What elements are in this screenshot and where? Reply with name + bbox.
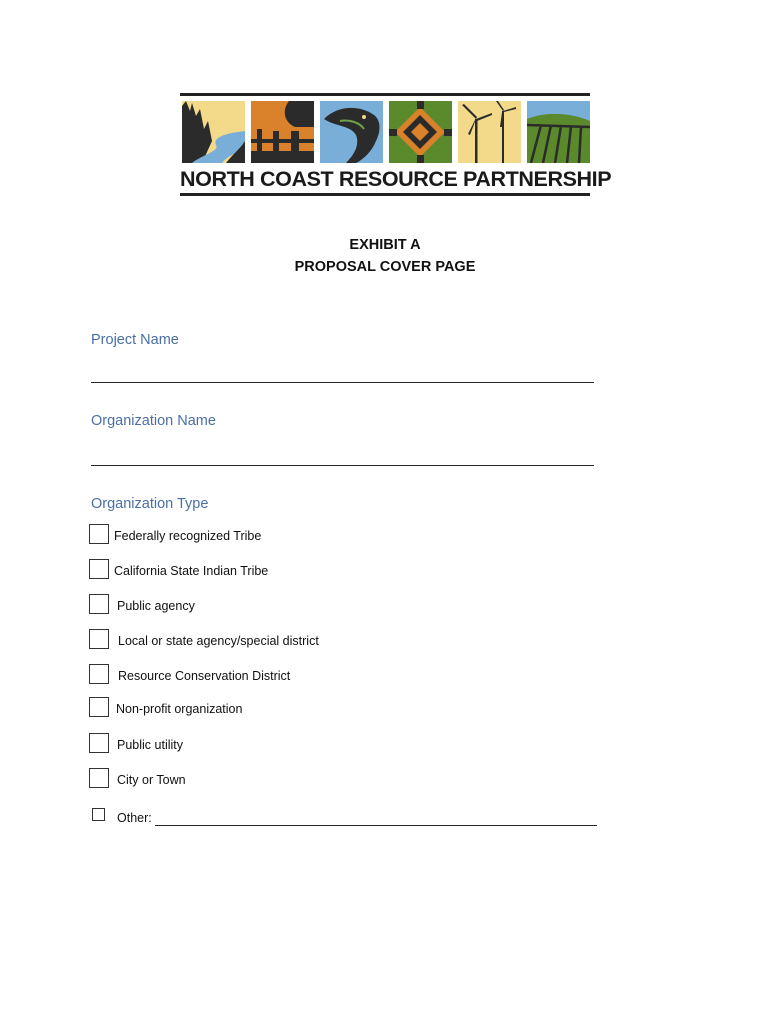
salmon-icon xyxy=(320,101,383,163)
checkbox[interactable] xyxy=(89,768,109,788)
checkbox[interactable] xyxy=(89,559,109,579)
organization-type-label: Organization Type xyxy=(91,496,209,512)
option-label: Local or state agency/special district xyxy=(118,634,319,648)
option-label: Other: xyxy=(117,811,152,825)
checkbox[interactable] xyxy=(89,524,109,544)
other-line[interactable] xyxy=(155,825,597,826)
option-label: Resource Conservation District xyxy=(118,669,291,683)
proposal-cover-title: PROPOSAL COVER PAGE xyxy=(294,259,476,275)
option-label: Federally recognized Tribe xyxy=(114,529,262,543)
checkbox[interactable] xyxy=(89,594,109,614)
ncrp-logo xyxy=(180,93,612,198)
option-label: Public agency xyxy=(117,599,195,613)
option-label: Public utility xyxy=(117,738,183,752)
organization-name-label: Organization Name xyxy=(91,413,216,429)
forest-river-icon xyxy=(182,101,245,163)
project-name-label: Project Name xyxy=(91,332,179,348)
option-label: California State Indian Tribe xyxy=(114,564,269,578)
option-label: City or Town xyxy=(117,773,186,787)
checkbox[interactable] xyxy=(89,664,109,684)
organization-name-line[interactable] xyxy=(91,465,594,466)
checkbox[interactable] xyxy=(89,733,109,753)
project-name-line[interactable] xyxy=(91,382,594,383)
checkbox[interactable] xyxy=(89,697,109,717)
checkbox[interactable] xyxy=(92,808,105,821)
tribal-pattern-icon xyxy=(389,101,452,163)
checkbox[interactable] xyxy=(89,629,109,649)
sunset-industry-icon xyxy=(251,101,314,163)
wind-turbine-icon xyxy=(458,101,521,163)
logo-wordmark: NORTH COAST RESOURCE PARTNERSHIP xyxy=(180,167,612,191)
farmland-icon xyxy=(527,101,590,163)
exhibit-title: EXHIBIT A xyxy=(349,237,421,253)
logo-top-rule xyxy=(180,93,590,96)
logo-bottom-rule xyxy=(180,193,590,196)
option-label: Non-profit organization xyxy=(116,702,243,716)
